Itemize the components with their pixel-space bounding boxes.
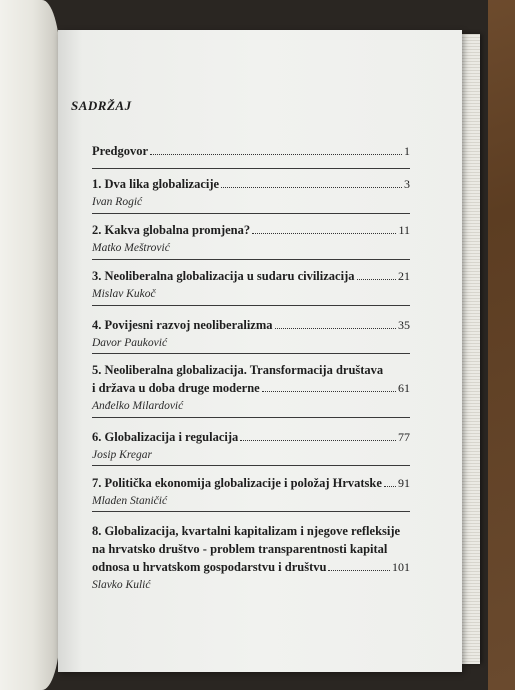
entry-author: Mislav Kukoč xyxy=(92,288,156,300)
entry-title: 6. Globalizacija i regulacija xyxy=(92,430,239,444)
entry-title: 2. Kakva globalna promjena? xyxy=(92,223,251,237)
entry-page: 11 xyxy=(398,223,410,237)
dot-leader xyxy=(252,223,396,234)
entry-author: Mladen Staničić xyxy=(92,495,168,507)
entry-separator xyxy=(92,353,410,354)
dot-leader xyxy=(240,430,396,441)
dot-leader xyxy=(384,476,396,487)
entry-separator xyxy=(92,305,410,306)
entry-author: Ivan Rogić xyxy=(92,196,143,208)
toc-entry xyxy=(92,221,410,256)
entry-separator xyxy=(92,168,410,169)
entry-title-cont: na hrvatsko društvo - problem transparentnosti kapital xyxy=(92,542,388,556)
entry-author: Anđelko Milardović xyxy=(92,400,184,412)
toc-entry xyxy=(92,316,410,351)
toc-heading: SADRŽAJ xyxy=(71,98,132,113)
toc-entry xyxy=(92,267,410,302)
entry-title-cont: i država u doba druge moderne xyxy=(92,381,260,395)
entry-page: 1 xyxy=(404,144,410,158)
toc-entry xyxy=(92,428,410,463)
entry-author: Slavko Kulić xyxy=(92,579,151,591)
left-page-curl xyxy=(0,0,60,690)
entry-page: 61 xyxy=(398,381,410,395)
dot-leader xyxy=(221,177,402,188)
toc-entry xyxy=(92,474,410,509)
entry-author: Matko Meštrović xyxy=(92,242,170,254)
entry-page: 91 xyxy=(398,476,410,490)
entry-title: 3. Neoliberalna globalizacija u sudaru civilizacija xyxy=(92,269,355,283)
entry-author: Davor Pauković xyxy=(92,337,168,349)
toc-entry xyxy=(92,522,410,593)
entry-page: 21 xyxy=(398,269,410,283)
entry-page: 77 xyxy=(398,430,410,444)
entry-separator xyxy=(92,465,410,466)
entry-page: 3 xyxy=(404,177,410,191)
dot-leader xyxy=(150,144,402,155)
entry-title: Predgovor xyxy=(92,144,149,158)
entry-separator xyxy=(92,213,410,214)
entry-separator xyxy=(92,259,410,260)
entry-title: 1. Dva lika globalizacije xyxy=(92,177,220,191)
entry-title: 8. Globalizacija, kvartalni kapitalizam i njegove refleksije xyxy=(92,524,401,538)
entry-title: 7. Politička ekonomija globalizacije i položaj Hrvatske xyxy=(92,476,382,490)
toc-entry xyxy=(92,175,410,210)
entry-page: 35 xyxy=(398,318,410,332)
dot-leader xyxy=(275,318,396,329)
entry-title-cont: odnosa u hrvatskom gospodarstvu i društvu xyxy=(92,560,327,574)
entry-separator xyxy=(92,417,410,418)
dot-leader xyxy=(328,560,390,571)
entry-page: 101 xyxy=(392,560,410,574)
entry-separator xyxy=(92,511,410,512)
toc-entry xyxy=(92,361,410,414)
entry-title: 5. Neoliberalna globalizacija. Transformacija društava xyxy=(92,363,384,377)
dot-leader xyxy=(357,269,397,280)
page-edge xyxy=(462,34,480,664)
dot-leader xyxy=(262,381,396,392)
entry-author: Josip Kregar xyxy=(92,449,152,461)
entry-title: 4. Povijesni razvoj neoliberalizma xyxy=(92,318,273,332)
toc-entry xyxy=(92,142,410,160)
